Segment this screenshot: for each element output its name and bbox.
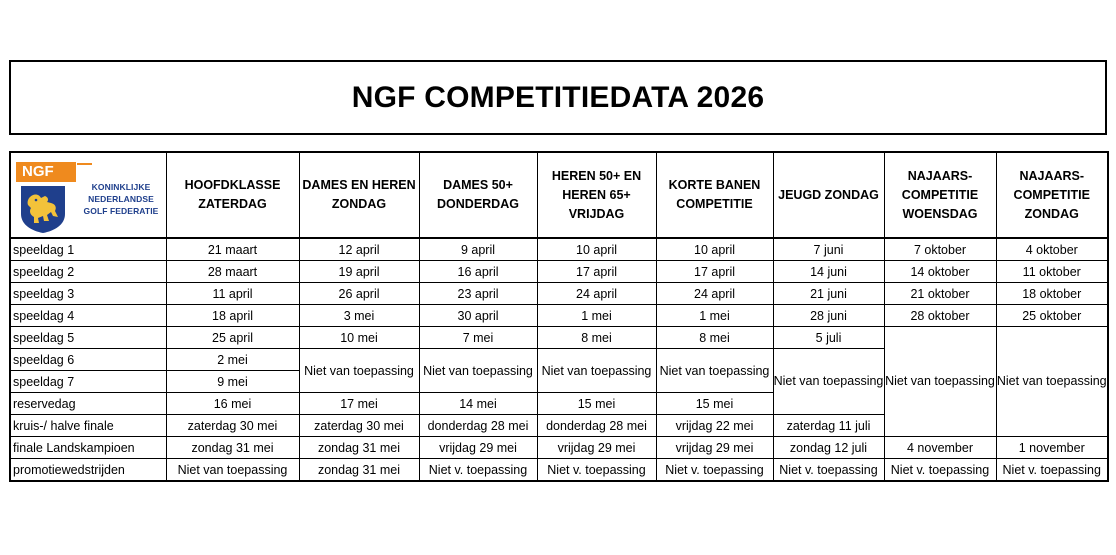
table-cell: zondag 12 juli bbox=[773, 437, 884, 459]
table-cell: 25 oktober bbox=[996, 305, 1108, 327]
table-cell: 26 april bbox=[299, 283, 419, 305]
table-cell: vrijdag 29 mei bbox=[419, 437, 537, 459]
competition-schedule-table bbox=[9, 151, 1109, 482]
table-cell: 28 oktober bbox=[884, 305, 996, 327]
table-cell-merged: Niet van toepassing bbox=[299, 349, 419, 393]
table-cell: 25 april bbox=[166, 327, 299, 349]
table-cell: 7 mei bbox=[419, 327, 537, 349]
header-row bbox=[10, 152, 1108, 238]
table-cell: zondag 31 mei bbox=[166, 437, 299, 459]
table-cell: 18 oktober bbox=[996, 283, 1108, 305]
table-cell: 19 april bbox=[299, 261, 419, 283]
table-cell: 12 april bbox=[299, 238, 419, 261]
table-cell: 1 mei bbox=[537, 305, 656, 327]
table-cell: 21 oktober bbox=[884, 283, 996, 305]
table-row bbox=[10, 437, 1108, 459]
table-cell: vrijdag 29 mei bbox=[537, 437, 656, 459]
table-cell-merged: Niet van toepassing bbox=[996, 327, 1108, 437]
table-cell: zaterdag 30 mei bbox=[299, 415, 419, 437]
table-cell: Niet v. toepassing bbox=[996, 459, 1108, 482]
table-cell: 1 november bbox=[996, 437, 1108, 459]
table-cell-merged: Niet van toepassing bbox=[884, 327, 996, 437]
table-cell: 9 april bbox=[419, 238, 537, 261]
table-cell: 4 november bbox=[884, 437, 996, 459]
table-cell: 7 juni bbox=[773, 238, 884, 261]
row-label: speeldag 6 bbox=[10, 349, 166, 371]
row-label: promotiewedstrijden bbox=[10, 459, 166, 482]
table-row bbox=[10, 261, 1108, 283]
table-cell: 16 mei bbox=[166, 393, 299, 415]
table-cell: Niet v. toepassing bbox=[884, 459, 996, 482]
table-cell: vrijdag 29 mei bbox=[656, 437, 773, 459]
lion-shield-icon bbox=[18, 184, 68, 234]
table-cell: zondag 31 mei bbox=[299, 437, 419, 459]
table-cell: 17 april bbox=[537, 261, 656, 283]
table-cell: 23 april bbox=[419, 283, 537, 305]
table-cell: 14 mei bbox=[419, 393, 537, 415]
table-row bbox=[10, 459, 1108, 482]
table-cell: donderdag 28 mei bbox=[537, 415, 656, 437]
table-cell: 28 maart bbox=[166, 261, 299, 283]
column-header: NAJAARS-COMPETITIE ZONDAG bbox=[996, 152, 1108, 238]
table-cell: Niet v. toepassing bbox=[419, 459, 537, 482]
row-label: speeldag 2 bbox=[10, 261, 166, 283]
column-header: DAMES 50+ DONDERDAG bbox=[419, 152, 537, 238]
row-label: reservedag bbox=[10, 393, 166, 415]
table-cell: 28 juni bbox=[773, 305, 884, 327]
table-cell: Niet v. toepassing bbox=[537, 459, 656, 482]
table-cell: 8 mei bbox=[656, 327, 773, 349]
table-row bbox=[10, 238, 1108, 261]
table-cell-merged: Niet van toepassing bbox=[537, 349, 656, 393]
table-cell: zaterdag 30 mei bbox=[166, 415, 299, 437]
table-cell: 21 maart bbox=[166, 238, 299, 261]
column-header: KORTE BANEN COMPETITIE bbox=[656, 152, 773, 238]
table-cell: zaterdag 11 juli bbox=[773, 415, 884, 437]
table-cell: 30 april bbox=[419, 305, 537, 327]
table-cell: vrijdag 22 mei bbox=[656, 415, 773, 437]
table-cell: 11 oktober bbox=[996, 261, 1108, 283]
table-cell: 8 mei bbox=[537, 327, 656, 349]
logo-accent-line bbox=[77, 163, 92, 165]
row-label: kruis-/ halve finale bbox=[10, 415, 166, 437]
table-cell: 15 mei bbox=[656, 393, 773, 415]
table-cell: 9 mei bbox=[166, 371, 299, 393]
ngf-logo bbox=[11, 153, 166, 237]
row-label: speeldag 5 bbox=[10, 327, 166, 349]
table-cell: 17 mei bbox=[299, 393, 419, 415]
table-cell: Niet van toepassing bbox=[166, 459, 299, 482]
page-title: NGF COMPETITIEDATA 2026 bbox=[351, 80, 765, 114]
table-row bbox=[10, 305, 1108, 327]
logo-abbrev: NGF bbox=[16, 162, 76, 182]
table-cell: 14 juni bbox=[773, 261, 884, 283]
table-cell: 24 april bbox=[537, 283, 656, 305]
table-cell-merged: Niet van toepassing bbox=[773, 349, 884, 415]
table-cell: 11 april bbox=[166, 283, 299, 305]
title-box bbox=[9, 60, 1107, 135]
table-cell: 4 oktober bbox=[996, 238, 1108, 261]
table-cell-merged: Niet van toepassing bbox=[656, 349, 773, 393]
column-header: DAMES EN HEREN ZONDAG bbox=[299, 152, 419, 238]
column-header: HOOFDKLASSE ZATERDAG bbox=[166, 152, 299, 238]
table-cell: 7 oktober bbox=[884, 238, 996, 261]
table-cell-merged: Niet van toepassing bbox=[419, 349, 537, 393]
table-cell: 10 april bbox=[537, 238, 656, 261]
table-cell: Niet v. toepassing bbox=[656, 459, 773, 482]
table-cell: 18 april bbox=[166, 305, 299, 327]
table-cell: 1 mei bbox=[656, 305, 773, 327]
table-cell: 16 april bbox=[419, 261, 537, 283]
table-cell: 3 mei bbox=[299, 305, 419, 327]
row-label: speeldag 7 bbox=[10, 371, 166, 393]
table-cell: zondag 31 mei bbox=[299, 459, 419, 482]
column-header: JEUGD ZONDAG bbox=[773, 152, 884, 238]
table-cell: 10 april bbox=[656, 238, 773, 261]
table-cell: 24 april bbox=[656, 283, 773, 305]
table-cell: 10 mei bbox=[299, 327, 419, 349]
table-row bbox=[10, 327, 1108, 349]
row-label: speeldag 1 bbox=[10, 238, 166, 261]
table-cell: 17 april bbox=[656, 261, 773, 283]
column-header: HEREN 50+ EN HEREN 65+ VRIJDAG bbox=[537, 152, 656, 238]
logo-org-name: KONINKLIJKE NEDERLANDSE GOLF FEDERATIE bbox=[83, 182, 159, 216]
row-label: speeldag 4 bbox=[10, 305, 166, 327]
table-row bbox=[10, 283, 1108, 305]
table-cell: 5 juli bbox=[773, 327, 884, 349]
table-cell: 2 mei bbox=[166, 349, 299, 371]
table-cell: 15 mei bbox=[537, 393, 656, 415]
table-cell: 21 juni bbox=[773, 283, 884, 305]
row-label: speeldag 3 bbox=[10, 283, 166, 305]
logo-cell bbox=[10, 152, 166, 238]
table-cell: Niet v. toepassing bbox=[773, 459, 884, 482]
table-cell: 14 oktober bbox=[884, 261, 996, 283]
table-cell: donderdag 28 mei bbox=[419, 415, 537, 437]
column-header: NAJAARS-COMPETITIE WOENSDAG bbox=[884, 152, 996, 238]
row-label: finale Landskampioen bbox=[10, 437, 166, 459]
